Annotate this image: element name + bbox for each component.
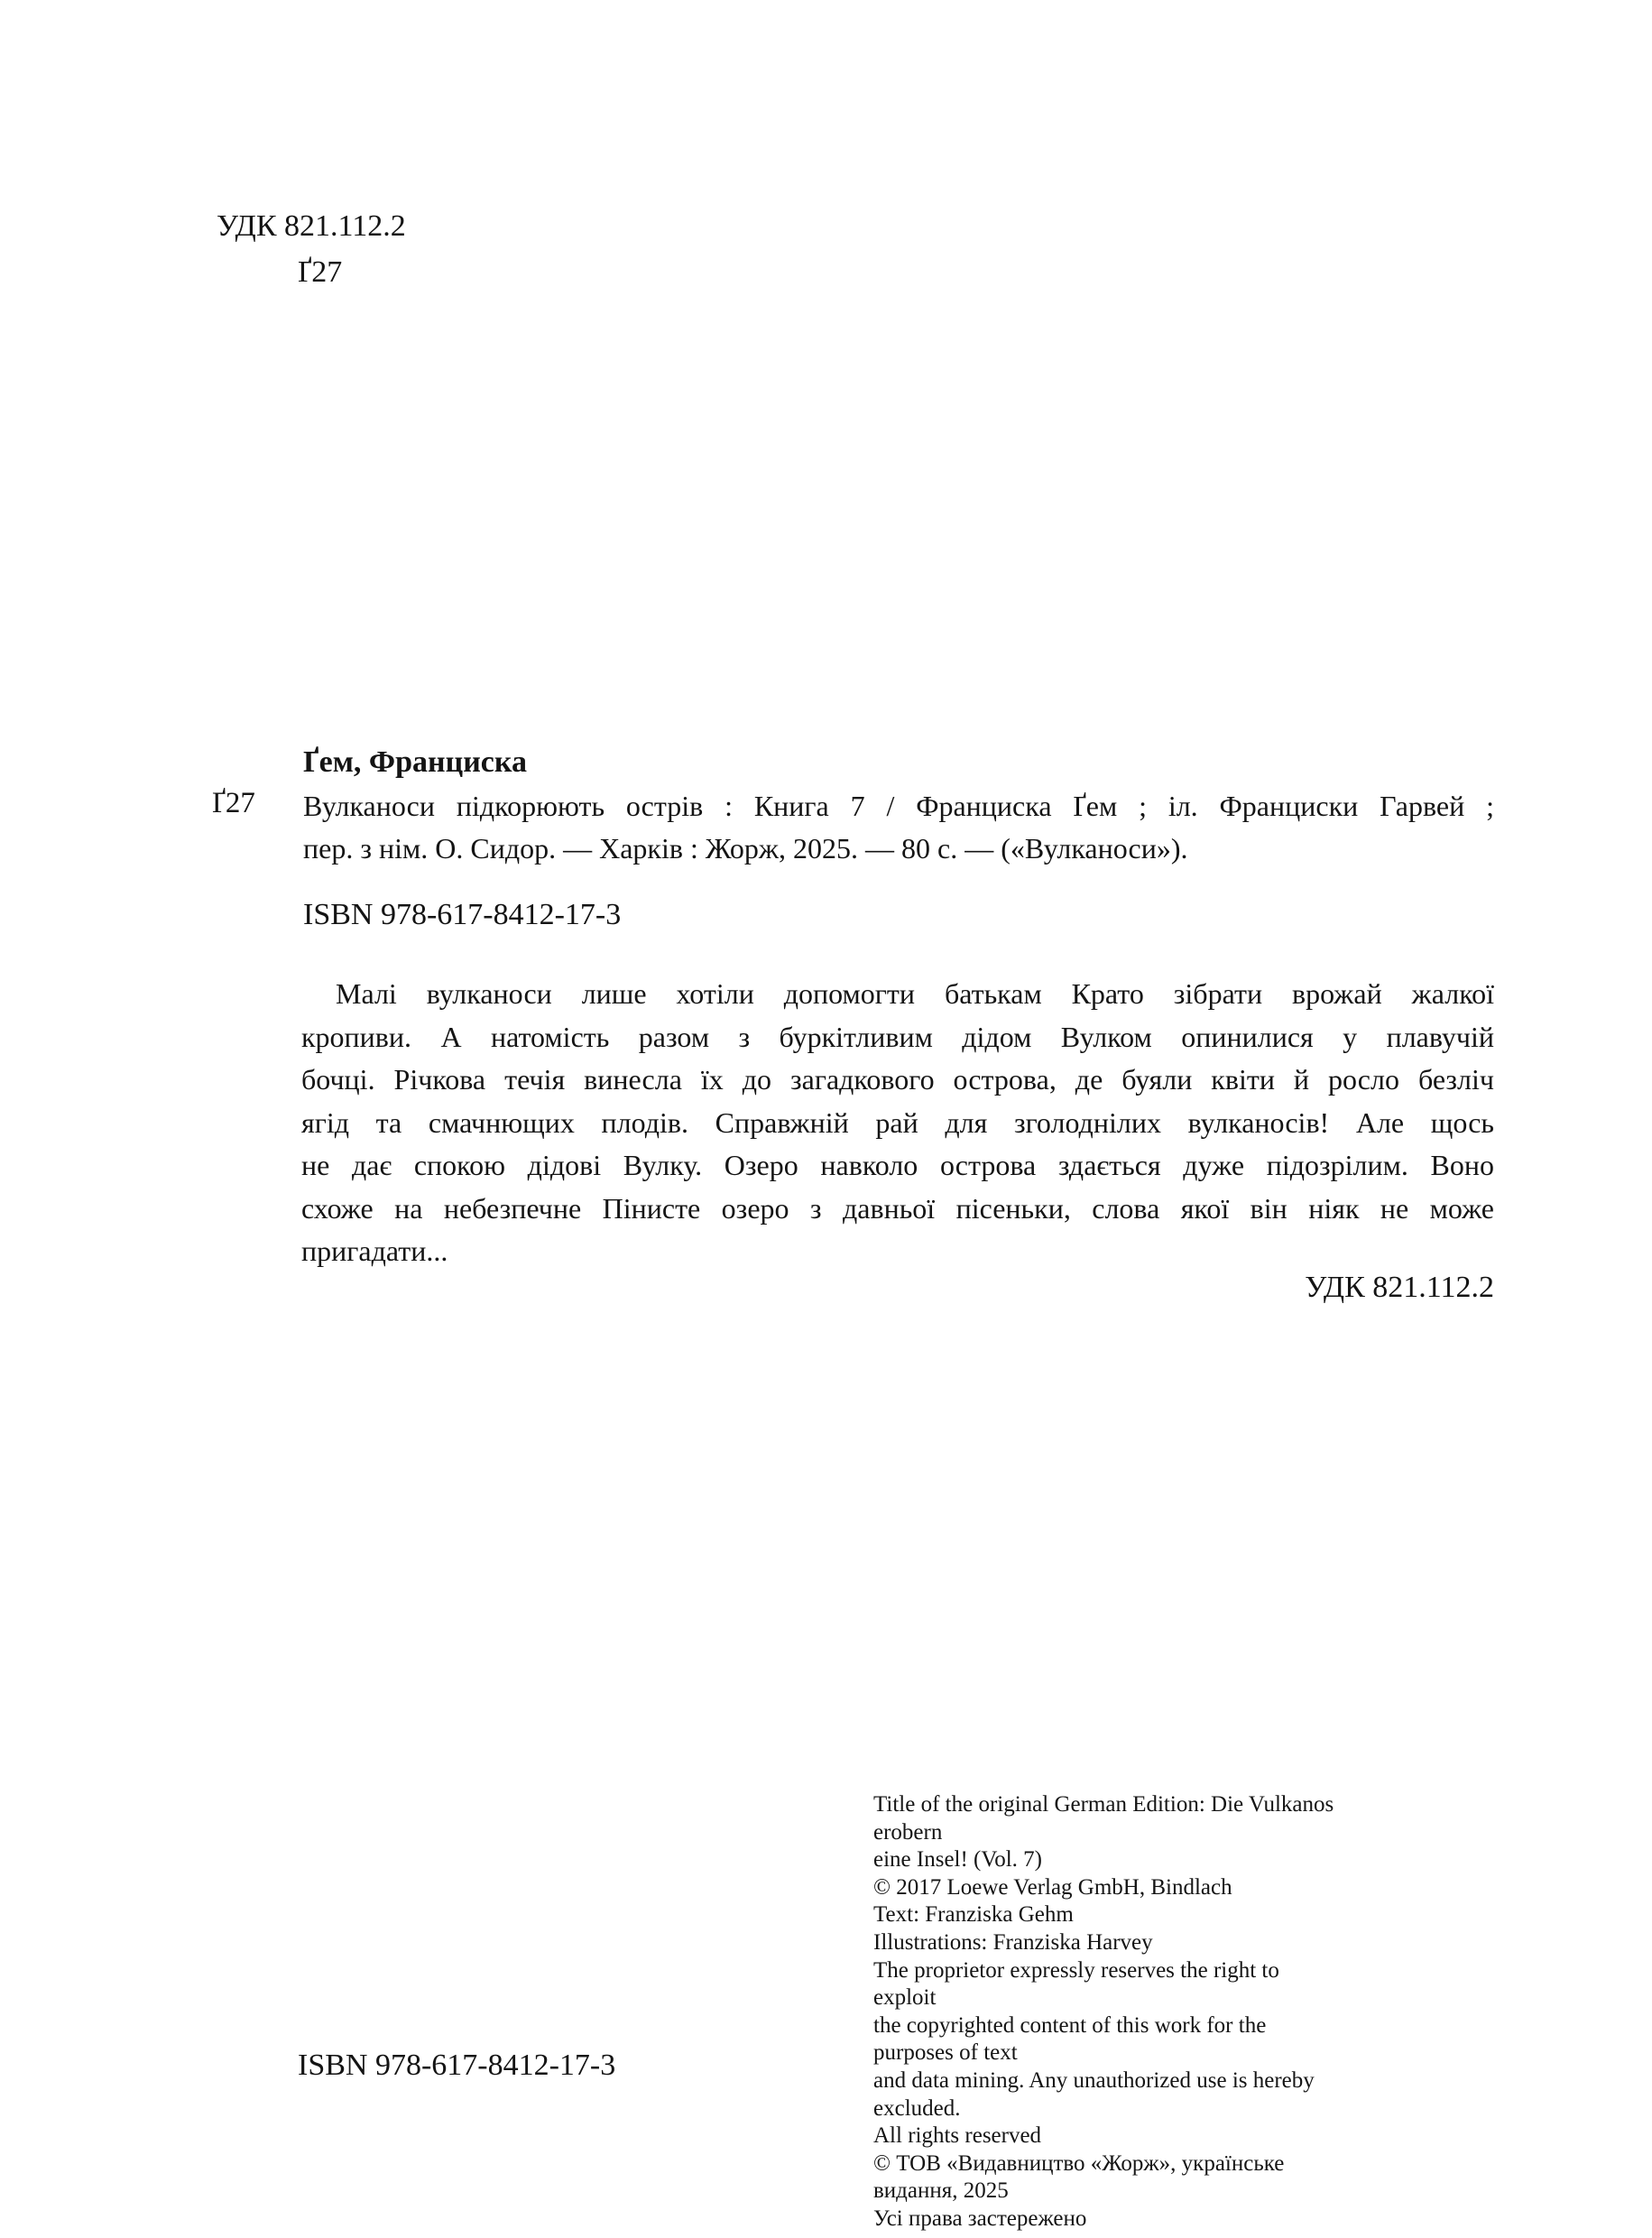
isbn-footer: ISBN 978-617-8412-17-3 [298, 2048, 616, 2082]
udc-code-footnote: УДК 821.112.2 [1305, 1271, 1494, 1304]
author-sign-top: Ґ27 [298, 255, 343, 289]
imprint-line-rights-notice: the copyrighted content of this work for the purposes of text [873, 2012, 1267, 2066]
imprint-line-rights-reserved-ua: Усі права застережено [873, 2206, 1087, 2231]
annotation-line: кропиви. А натомість разом з буркітливим дідом Вулком опинилися у плавучій [301, 1020, 1494, 1053]
imprint-line-copyright-original: © 2017 Loewe Verlag GmbH, Bindlach [873, 1874, 1232, 1900]
catalog-entry [303, 785, 1494, 870]
annotation-line: Малі вулканоси лише хотіли допомогти батькам Крато зібрати врожай жалкої [336, 977, 1494, 1010]
imprint-line-all-rights: All rights reserved [873, 2123, 1042, 2149]
imprint-line-original-title: Title of the original German Edition: Die Vulkanos erobern [873, 1792, 1334, 1845]
annotation-paragraph [301, 973, 1494, 1273]
imprint-line-illustrator: Illustrations: Franziska Harvey [873, 1929, 1153, 1955]
imprint-line-rights-notice: The proprietor expressly reserves the right to exploit [873, 1957, 1279, 2011]
imprint-line-original-title: eine Insel! (Vol. 7) [873, 1847, 1042, 1873]
catalog-entry-sign: Ґ27 [212, 787, 255, 819]
imprint-line-rights-notice: and data mining. Any unauthorized use is hereby excluded. [873, 2067, 1315, 2121]
catalog-entry-line: Вулканоси підкорюють острів : Книга 7 / Франциска Ґем ; іл. Франциски Гарвей ; [303, 790, 1494, 822]
imprint-line-text-author: Text: Franziska Gehm [873, 1902, 1074, 1928]
annotation-line: пригадати... [301, 1235, 448, 1267]
annotation-line: бочці. Річкова течія винесла їх до загадкового острова, де буяли квіти й росло безліч [301, 1063, 1494, 1096]
isbn-catalog: ISBN 978-617-8412-17-3 [303, 898, 622, 931]
annotation-line: ягід та смачнющих плодів. Справжній рай для зголоднілих вулканосів! Але щось [301, 1105, 1494, 1139]
imprint-line-copyright-ukrainian: © ТОВ «Видавництво «Жорж», українське видання, 2025 [873, 2150, 1285, 2204]
catalog-entry-line: пер. з нім. О. Сидор. — Харків : Жорж, 2025. — 80 с. — («Вулканоси»). [303, 832, 1188, 865]
annotation-line: схоже на небезпечне Пінисте озеро з давньої пісеньки, слова якої він ніяк не може [301, 1191, 1494, 1225]
annotation-line: не дає спокою дідові Вулку. Озеро навколо острова здається дуже підозрілим. Воно [301, 1149, 1494, 1181]
udc-code-top: УДК 821.112.2 [217, 209, 406, 243]
imprint-block [873, 1791, 1343, 2233]
author-heading: Ґем, Франциска [303, 745, 527, 779]
